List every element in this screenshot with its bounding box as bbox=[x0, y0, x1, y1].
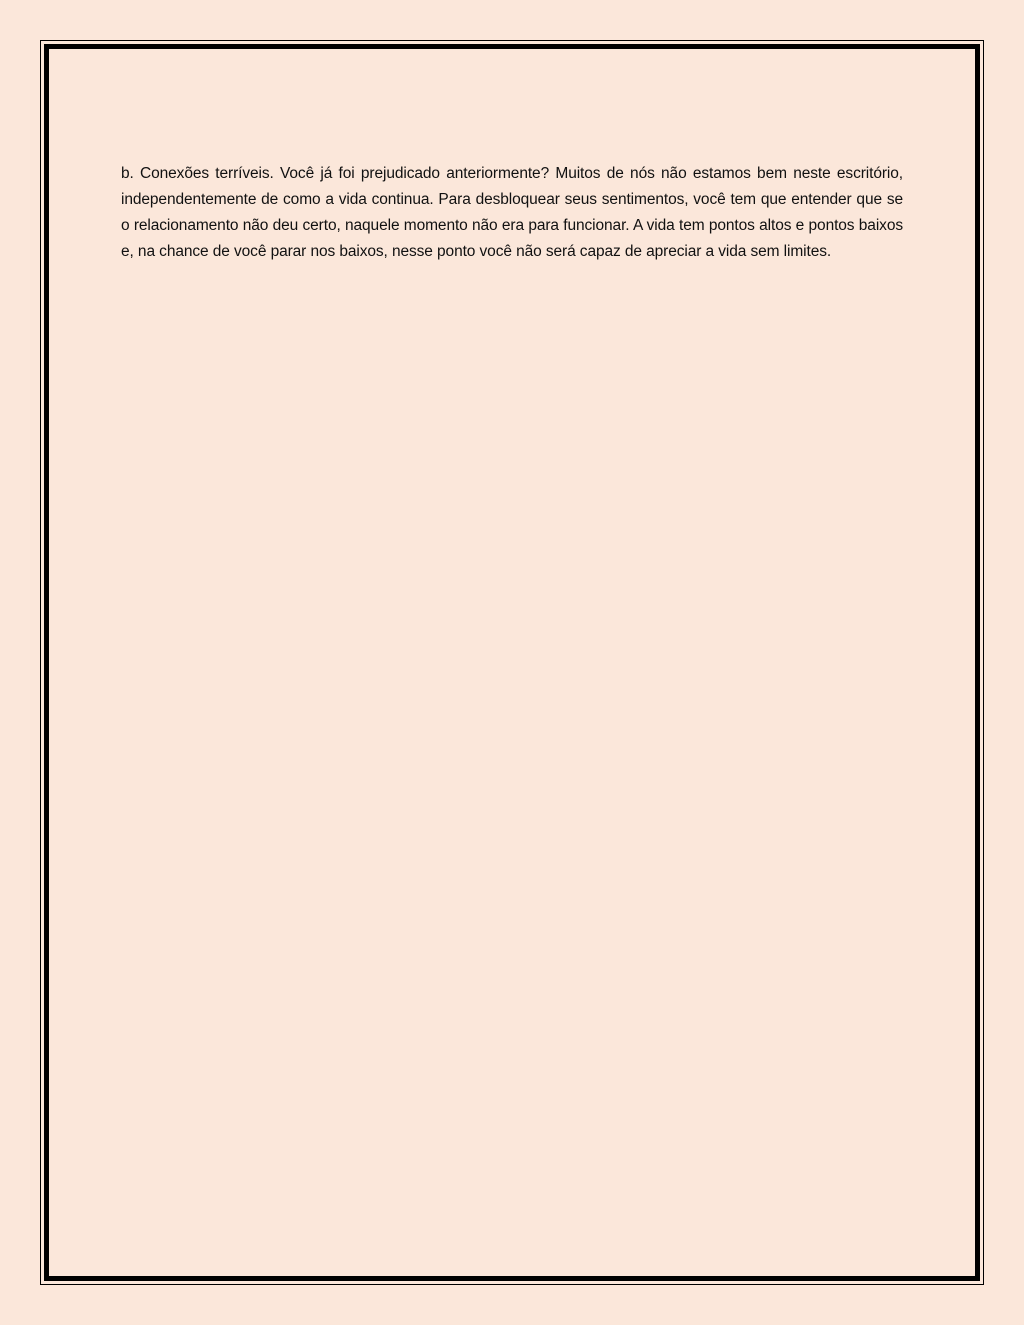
document-body bbox=[121, 161, 903, 265]
body-paragraph: b. Conexões terríveis. Você já foi prejudicado anteriormente? Muitos de nós não estamos bem neste escritório, independentemente de como a vida continua. Para desbloquear seus sentimentos, você tem que entender que se o relacionamento não deu certo, naquele momento não era para funcionar. A vida tem pontos altos e pontos baixos e, na chance de você parar nos baixos, nesse ponto você não será capaz de apreciar a vida sem limites. bbox=[121, 165, 903, 260]
